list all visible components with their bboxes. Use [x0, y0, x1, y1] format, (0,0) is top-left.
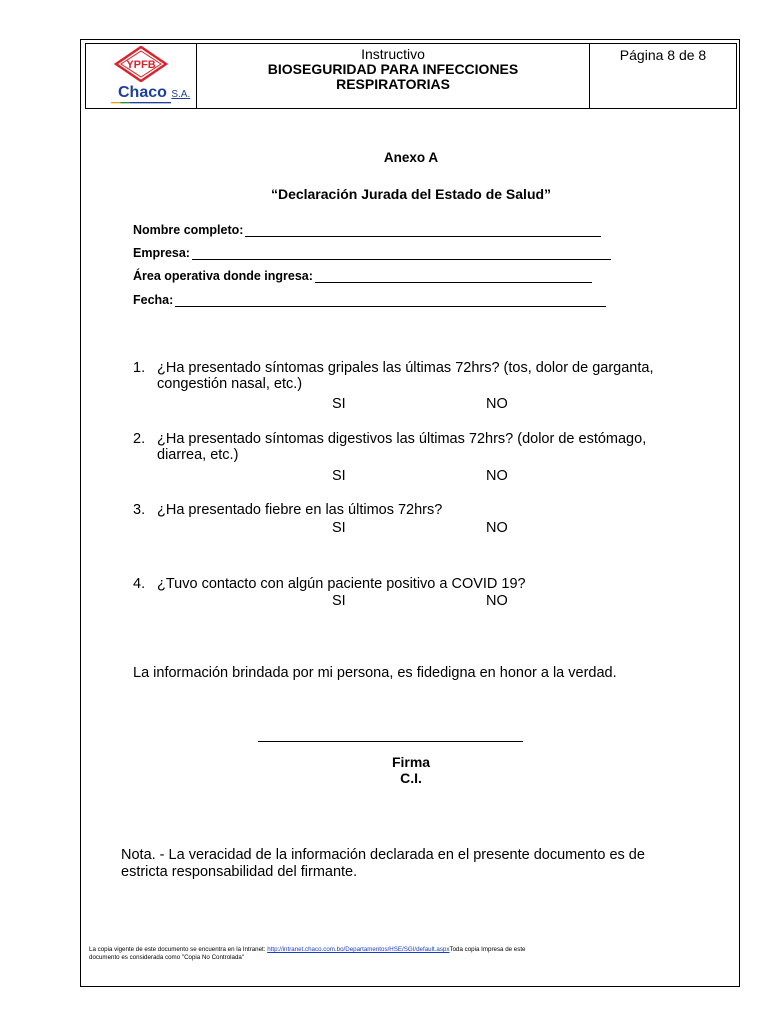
footer-line2: documento es considerada como "Copia No Controlada" — [89, 954, 245, 961]
field-fecha — [133, 293, 606, 307]
question-3 — [133, 502, 693, 518]
question-4 — [133, 576, 693, 592]
field-label: Fecha: — [133, 293, 174, 307]
question-number: 1. — [133, 360, 146, 376]
field-area — [133, 269, 592, 283]
truth-statement: La información brindada por mi persona, es fidedigna en honor a la verdad. — [133, 665, 617, 681]
doc-title-line2: RESPIRATORIAS — [336, 76, 450, 92]
option-no[interactable]: NO — [486, 520, 508, 536]
question-text-line1: ¿Ha presentado síntomas gripales las últimas 72hrs? (tos, dolor de garganta, — [157, 360, 654, 376]
option-si[interactable]: SI — [332, 593, 346, 609]
intranet-link[interactable]: http://intranet.chaco.com.bo/Departamentos/HSE/SGI/default.aspx — [267, 946, 450, 953]
option-si[interactable]: SI — [332, 396, 346, 412]
question-text-line2: congestión nasal, etc.) — [157, 376, 303, 392]
option-si[interactable]: SI — [332, 520, 346, 536]
field-nombre — [133, 223, 601, 237]
field-label: Área operativa donde ingresa: — [133, 269, 313, 283]
question-1 — [133, 360, 693, 392]
note — [121, 847, 645, 881]
doc-title-line1: BIOSEGURIDAD PARA INFECCIONES — [267, 61, 519, 77]
option-si[interactable]: SI — [332, 468, 346, 484]
note-line1: Nota. - La veracidad de la información declarada en el presente documento es de — [121, 847, 645, 863]
field-label: Nombre completo: — [133, 223, 244, 237]
question-text-line1: ¿Ha presentado síntomas digestivos las últimas 72hrs? (dolor de estómago, — [157, 431, 647, 447]
option-no[interactable]: NO — [486, 396, 508, 412]
logo-underline-icon — [96, 102, 186, 104]
field-label: Empresa: — [133, 246, 190, 260]
signature-line[interactable] — [258, 741, 523, 742]
footer — [89, 946, 729, 962]
annex-title: Anexo A — [383, 150, 439, 165]
logo-name: Chaco S.A. — [118, 84, 191, 101]
question-text-line1: ¿Tuvo contacto con algún paciente positivo a COVID 19? — [157, 576, 526, 592]
id-label: C.I. — [400, 770, 422, 786]
annex-subtitle: “Declaración Jurada del Estado de Salud” — [270, 186, 552, 202]
ypfb-logo-icon — [114, 46, 168, 82]
page-number-cell — [590, 44, 736, 108]
question-2 — [133, 431, 693, 463]
logo-cell — [86, 44, 197, 108]
note-line2: estricta responsabilidad del firmante. — [121, 864, 358, 880]
doc-type: Instructivo — [361, 46, 425, 62]
logo-brand-text: YPFB — [126, 59, 156, 71]
document-header — [85, 43, 737, 109]
field-blank-line[interactable] — [245, 224, 601, 237]
field-blank-line[interactable] — [175, 294, 606, 307]
signature-label: Firma — [391, 754, 431, 770]
field-blank-line[interactable] — [192, 247, 611, 260]
field-empresa — [133, 246, 611, 260]
option-no[interactable]: NO — [486, 593, 508, 609]
question-text-line1: ¿Ha presentado fiebre en las últimos 72hrs? — [157, 502, 443, 518]
question-number: 2. — [133, 431, 146, 447]
question-number: 4. — [133, 576, 146, 592]
option-no[interactable]: NO — [486, 468, 508, 484]
question-number: 3. — [133, 502, 146, 518]
title-cell — [197, 44, 590, 108]
footer-text-after: Toda copia Impresa de este — [449, 946, 526, 953]
field-blank-line[interactable] — [315, 270, 592, 283]
document-page — [80, 39, 740, 987]
page-number: Página 8 de 8 — [619, 47, 707, 63]
footer-text: La copia vigente de este documento se encuentra en la Intranet: — [89, 946, 268, 953]
question-text-line2: diarrea, etc.) — [157, 447, 239, 463]
